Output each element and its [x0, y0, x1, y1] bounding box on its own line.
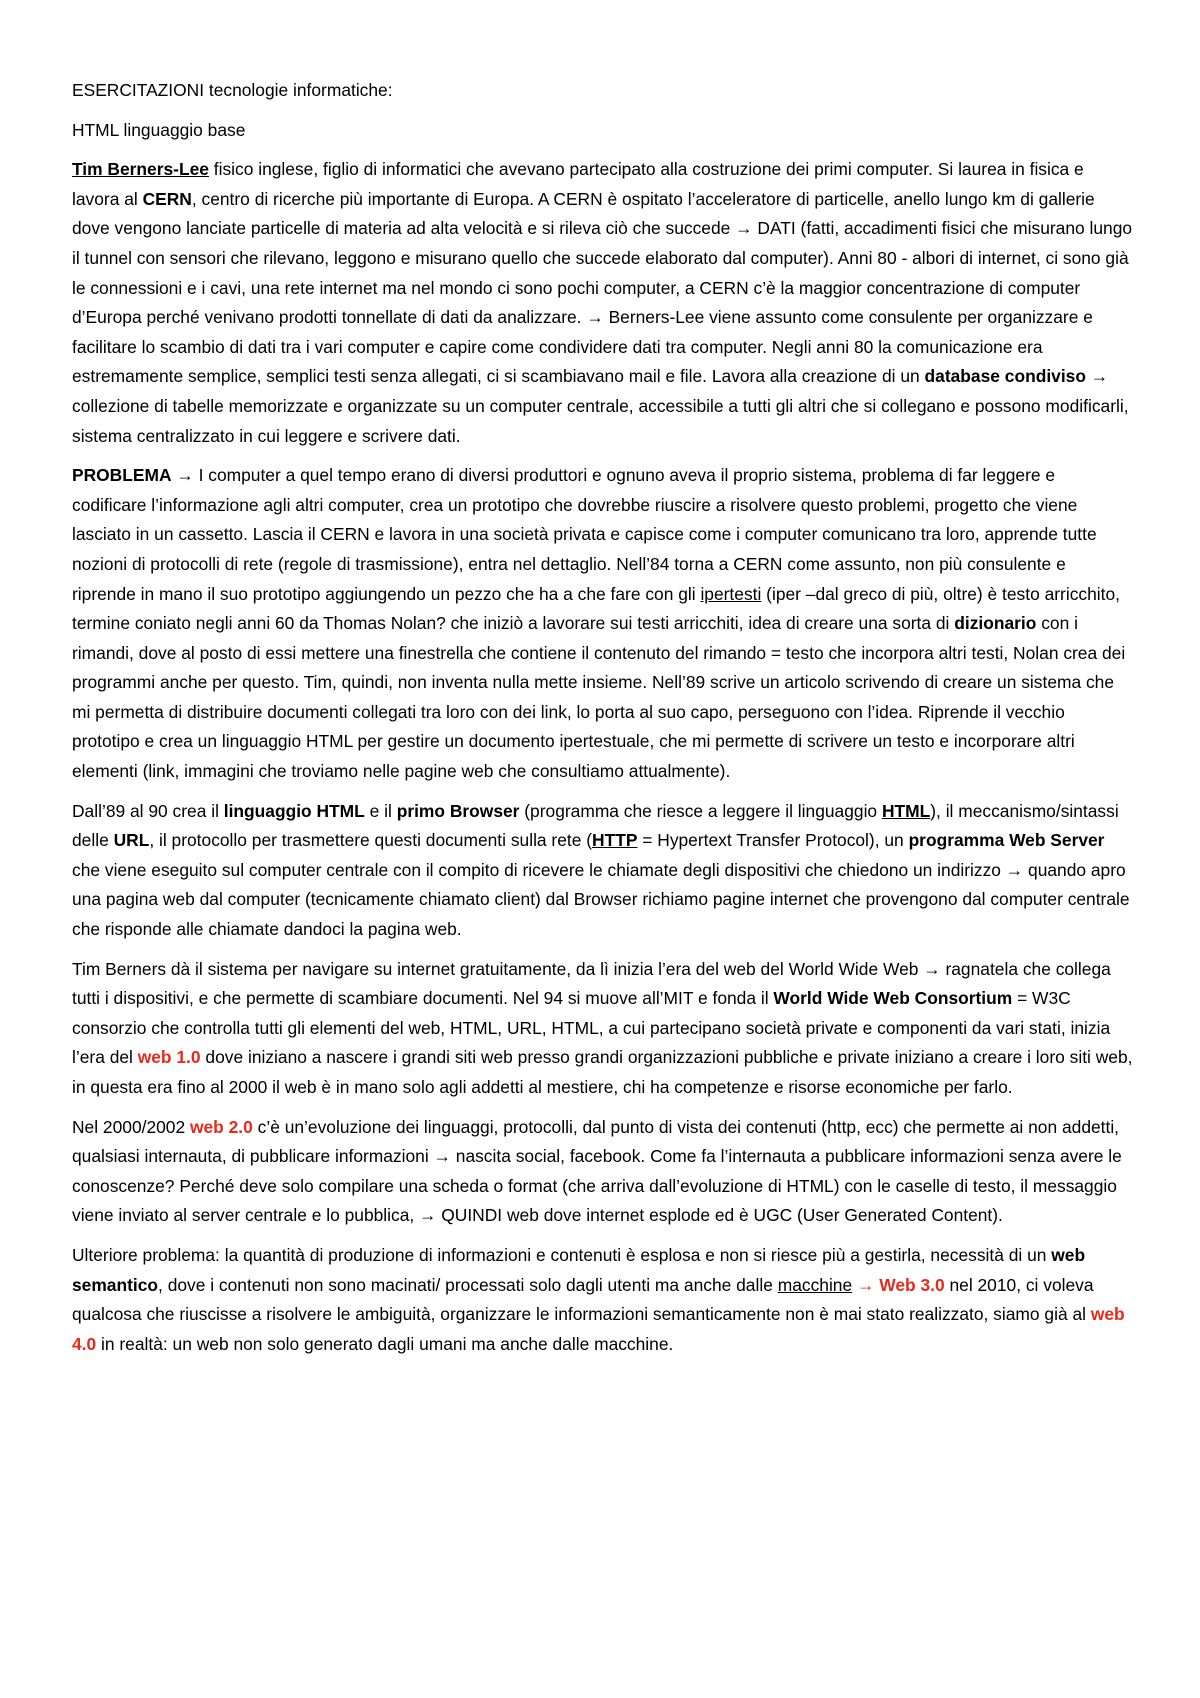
paragraph-web-2	[72, 1113, 1134, 1231]
text-run: che viene eseguito sul computer centrale con il compito di ricevere le chiamate degli dispositivi che chiedono un indirizzo	[72, 859, 1006, 880]
text-run: Berners-Lee viene assunto come consulente per organizzare e facilitare lo scambio di dati tra i vari computer e capire come condividere dati tra computer. Negli anni 80 la comunicazione era estremamente semplice, semplici testi senza allegati, ci si scambiavano mail e file. Lavora alla creazione di un	[72, 307, 1093, 387]
text-run: in realtà: un web non solo generato dagli umani ma anche dalle macchine.	[96, 1333, 674, 1354]
document-title: ESERCITAZIONI tecnologie informatiche:	[72, 80, 393, 100]
text-run: , dove i contenuti non sono macinati/ processati solo dagli utenti ma anche dalle	[158, 1274, 778, 1295]
paragraph-world-wide-web	[72, 955, 1134, 1103]
text-run: Tim Berners dà il sistema per navigare su internet gratuitamente, da lì inizia l’era del web del World Wide Web	[72, 958, 924, 979]
text-run: con i rimandi, dove al posto di essi mettere una finestrella che contiene il contenuto del rimando = testo che incorpora altri testi, Nolan crea dei programmi anche per questo. Tim, quindi, non inventa nulla mette insieme. Nell’89 scrive un articolo scrivendo di creare un sistema che mi permetta di distribuire documenti collegati tra loro con dei link, lo porta al suo capo, perseguono con l’idea. Riprende il vecchio prototipo e crea un linguaggio HTML per gestire un documento ipertestuale, che mi permette di scrivere un testo e incorporare altri elementi (link, immagini che troviamo nelle pagine web che consultiamo attualmente).	[72, 613, 1126, 782]
cern-term: CERN	[142, 188, 192, 209]
text-run: Dall’89 al 90 crea il	[72, 800, 224, 821]
text-run: ), il meccanismo/sintassi delle	[72, 800, 1119, 851]
text-run: QUINDI web dove internet esplode ed è UGC (User Generated Content).	[436, 1205, 1003, 1226]
ipertesti-term: ipertesti	[700, 583, 762, 604]
paragraph-berners-lee	[72, 155, 1134, 451]
dizionario-term: dizionario	[954, 613, 1037, 634]
database-term: database condiviso	[924, 366, 1086, 387]
text-run: ragnatela che collega tutti i dispositivi, e che permette di scambiare documenti. Nel 94 si muove all’MIT e fonda il	[72, 958, 1111, 1009]
text-run: DATI (fatti, accadimenti fisici che misurano lungo il tunnel con sensori che rilevano, leggono e misurano quello che succede elaborato dal computer). Anni 80 - albori di internet, ci sono già le connessioni e i cavi, una rete internet ma nel mondo ci sono pochi computer, a CERN c’è la maggior concentrazione di computer d’Europa perché venivano prodotti tonnellate di dati da analizzare.	[72, 218, 1133, 328]
text-run: quando apro una pagina web dal computer (tecnicamente chiamato client) dal Browser richiamo pagine internet che provengono dal computer centrale che risponde alle chiamate dandoci la pagina web.	[72, 859, 1130, 940]
paragraph-problema	[72, 461, 1134, 787]
text-run: I computer a quel tempo erano di diversi produttori e ognuno aveva il proprio sistema, problema di far leggere e codificare l’informazione agli altri computer, crea un prototipo che dovrebbe riuscire a risolvere questo problemi, progetto che viene lasciato in un cassetto. Lascia il CERN e lavora in una società privata e capisce come i computer comunicano tra loro, apprende tutte nozioni di protocolli di rete (regole di trasmissione), entra nel dettaglio. Nell’84 torna a CERN come assunto, non più consulente e riprende in mano il suo prototipo aggiungendo un pezzo che ha a che fare con gli	[72, 465, 1097, 604]
problema-label: PROBLEMA	[72, 465, 172, 486]
arrow-right-icon: →	[419, 1205, 437, 1226]
w3c-term: World Wide Web Consortium	[773, 988, 1013, 1009]
html-language-term: linguaggio HTML	[223, 800, 365, 821]
text-run: fisico inglese, figlio di informatici che avevano partecipato alla costruzione dei primi computer. Si laurea in fisica e lavora al	[72, 159, 1084, 209]
browser-term: primo Browser	[396, 800, 520, 821]
web-3-term: Web 3.0	[879, 1274, 945, 1295]
text-run: = W3C consorzio che controlla tutti gli elementi del web, HTML, URL, HTML, a cui partecipano società private e componenti da vari stati, inizia l’era del	[72, 988, 1111, 1068]
web-2-term: web 2.0	[189, 1116, 253, 1137]
macchine-term: macchine	[777, 1274, 853, 1295]
arrow-right-icon: →	[1005, 859, 1024, 880]
document-body	[72, 76, 1134, 1369]
text-run: e il	[364, 800, 397, 821]
web-server-term: programma Web Server	[908, 830, 1105, 851]
text-run: collezione di tabelle memorizzate e organizzate su un computer centrale, accessibile a tutti gli altri che si collegano e possono modificarli, sistema centralizzato in cui leggere e scrivere dati.	[72, 395, 1129, 446]
web-semantico-term: web semantico	[72, 1244, 1086, 1295]
arrow-right-icon: →	[1090, 366, 1109, 387]
paragraph-html-browser	[72, 797, 1134, 945]
text-run: (programma che riesce a leggere il linguaggio	[519, 800, 882, 821]
text-run: = Hypertext Transfer Protocol), un	[637, 830, 909, 851]
text-run: nascita social, facebook. Come fa l’internauta a pubblicare informazioni senza avere le conoscenze? Perché deve solo compilare una scheda o format (che arriva dall’evoluzione di HTML) con le caselle di testo, il messaggio viene inviato al server centrale e lo pubblica,	[72, 1146, 1122, 1226]
arrow-right-icon: →	[735, 218, 753, 239]
person-name: Tim Berners-Lee	[72, 159, 209, 180]
arrow-right-icon: →	[923, 958, 941, 979]
arrow-right-icon: →	[857, 1274, 875, 1295]
document-subtitle: HTML linguaggio base	[72, 119, 246, 140]
arrow-right-icon: →	[433, 1146, 451, 1167]
url-term: URL	[113, 830, 150, 851]
text-run: Ulteriore problema: la quantità di produzione di informazioni e contenuti è esplosa e non si riesce più a gestirla, necessità di un	[72, 1244, 1052, 1265]
text-run: , il protocollo per trasmettere questi documenti sulla rete (	[149, 830, 593, 851]
text-run: , centro di ricerche più importante di Europa. A CERN è ospitato l’acceleratore di particelle, anello lungo km di gallerie dove vengono lanciate particelle di materia ad alta velocità e si rileva ciò che succede	[72, 188, 1095, 239]
web-4-term: web 4.0	[72, 1304, 1125, 1354]
text-run: (iper –dal greco di più, oltre) è testo arricchito, termine coniato negli anni 60 da Thomas Nolan? che iniziò a lavorare sui testi arricchiti, idea di creare una sorta di	[72, 583, 1120, 634]
arrow-right-icon: →	[176, 465, 194, 486]
arrow-right-icon: →	[586, 307, 604, 328]
paragraph-web-semantico	[72, 1241, 1134, 1359]
text-run: Nel 2000/2002	[72, 1116, 190, 1137]
web-1-term: web 1.0	[137, 1047, 201, 1068]
html-term: HTML	[881, 800, 931, 821]
text-run: dove iniziano a nascere i grandi siti web presso grandi organizzazioni pubbliche e private iniziano a creare i loro siti web, in questa era fino al 2000 il web è in mano solo agli addetti al mestiere, chi ha competenze e risorse economiche per farlo.	[72, 1047, 1133, 1097]
text-run: nel 2010, ci voleva qualcosa che riuscisse a risolvere le ambiguità, organizzare le informazioni semanticamente non è mai stato realizzato, siamo già al	[72, 1274, 1094, 1325]
text-run: c’è un’evoluzione dei linguaggi, protocolli, dal punto di vista dei contenuti (http, ecc) che permette ai non addetti, qualsiasi internauta, di pubblicare informazioni	[72, 1116, 1120, 1167]
http-term: HTTP	[592, 830, 638, 851]
